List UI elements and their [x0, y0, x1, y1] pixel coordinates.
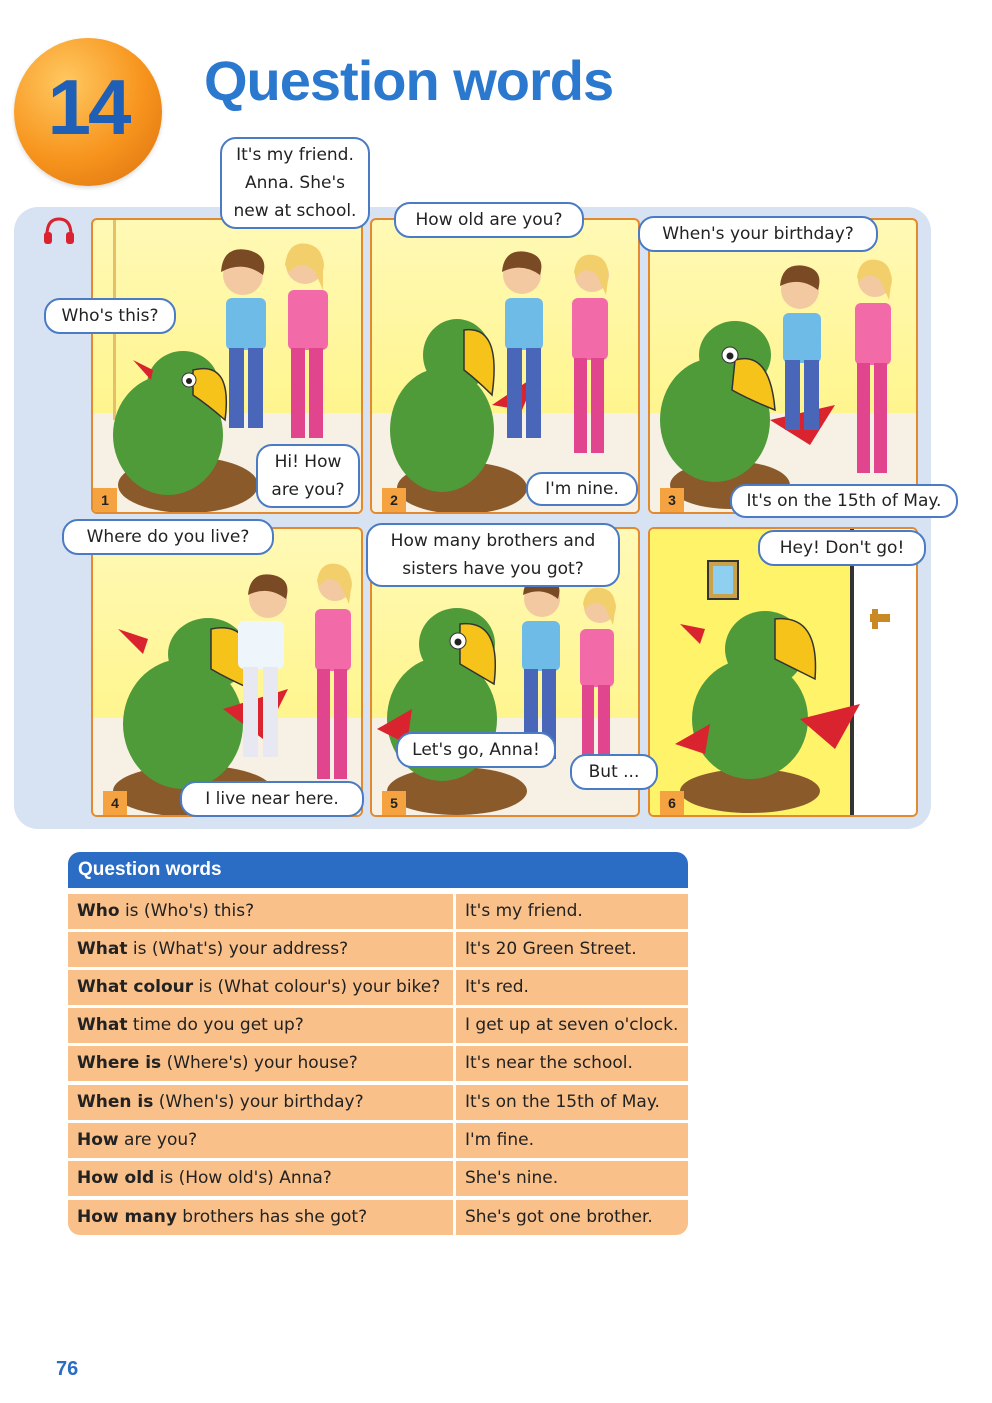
table-row: [68, 1123, 688, 1158]
speech-bubble: I'm nine.: [526, 472, 638, 506]
comic-panel-6: [648, 527, 918, 817]
speech-bubble: How old are you?: [394, 202, 584, 238]
table-row: [68, 894, 688, 929]
panel-number: 6: [660, 791, 684, 815]
question-cell: What time do you get up?: [68, 1008, 453, 1043]
comic-panel-2: [370, 218, 640, 514]
question-cell: What colour is (What colour's) your bike?: [68, 970, 453, 1005]
headphones-icon[interactable]: [42, 215, 76, 245]
question-cell: Who is (Who's) this?: [68, 894, 453, 929]
table-row: [68, 1085, 688, 1120]
speech-bubble: I live near here.: [180, 781, 364, 817]
speech-bubble: Hi! How are you?: [256, 444, 360, 508]
speech-bubble: Where do you live?: [62, 519, 274, 555]
speech-bubble: How many brothers and sisters have you got?: [366, 523, 620, 587]
answer-cell: She's got one brother.: [456, 1200, 688, 1235]
table-row: [68, 1161, 688, 1196]
answer-cell: It's near the school.: [456, 1046, 688, 1081]
question-cell: How are you?: [68, 1123, 453, 1158]
page-number: 76: [56, 1358, 79, 1380]
panel-6-illustration: [650, 529, 916, 815]
comic-panel-4: [91, 527, 363, 817]
answer-cell: It's on the 15th of May.: [456, 1085, 688, 1120]
answer-cell: It's 20 Green Street.: [456, 932, 688, 967]
table-row: [68, 1200, 688, 1235]
comic-panel-3: [648, 218, 918, 514]
question-cell: How old is (How old's) Anna?: [68, 1161, 453, 1196]
question-cell: Where is (Where's) your house?: [68, 1046, 453, 1081]
answer-cell: I get up at seven o'clock.: [456, 1008, 688, 1043]
speech-bubble: Who's this?: [44, 298, 176, 334]
answer-cell: It's my friend.: [456, 894, 688, 929]
speech-bubble: It's on the 15th of May.: [730, 484, 958, 518]
table-row: [68, 1008, 688, 1043]
speech-bubble: It's my friend. Anna. She's new at school.: [220, 137, 370, 229]
page-title: Question words: [204, 49, 614, 112]
unit-number: 14: [47, 63, 129, 151]
panel-number: 3: [660, 488, 684, 512]
question-cell: What is (What's) your address?: [68, 932, 453, 967]
panel-3-illustration: [650, 220, 916, 512]
answer-cell: She's nine.: [456, 1161, 688, 1196]
question-cell: How many brothers has she got?: [68, 1200, 453, 1235]
panel-number: 5: [382, 791, 406, 815]
speech-bubble: Let's go, Anna!: [396, 732, 556, 768]
table-header: Question words: [68, 852, 688, 888]
table-row: [68, 1046, 688, 1081]
answer-cell: It's red.: [456, 970, 688, 1005]
panel-number: 2: [382, 488, 406, 512]
answer-cell: I'm fine.: [456, 1123, 688, 1158]
speech-bubble: Hey! Don't go!: [758, 530, 926, 566]
table-row: [68, 932, 688, 967]
table-row: [68, 970, 688, 1005]
speech-bubble: When's your birthday?: [638, 216, 878, 252]
panel-number: 1: [93, 488, 117, 512]
question-cell: When is (When's) your birthday?: [68, 1085, 453, 1120]
panel-number: 4: [103, 791, 127, 815]
panel-2-illustration: [372, 220, 638, 512]
panel-4-illustration: [93, 529, 361, 815]
speech-bubble: But ...: [570, 754, 658, 790]
